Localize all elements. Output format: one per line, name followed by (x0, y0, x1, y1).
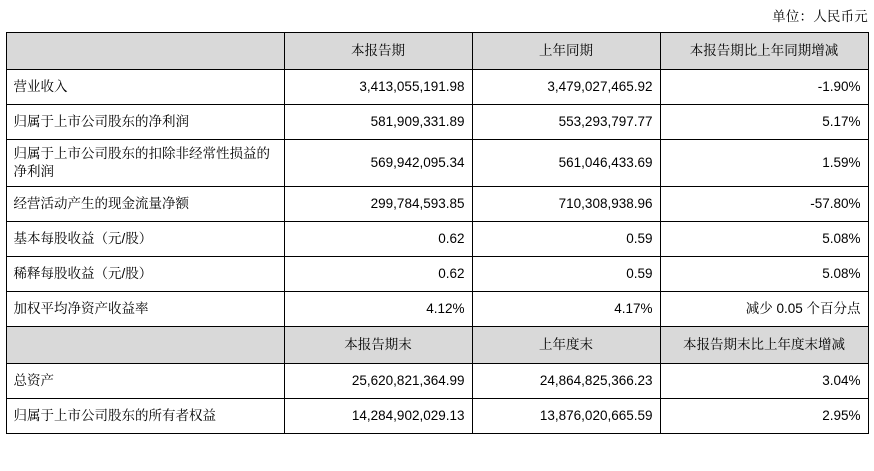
table-header-row-period (6, 33, 868, 70)
table-header-row-balance (6, 326, 868, 363)
row-current-value: 0.62 (284, 221, 472, 256)
row-label: 归属于上市公司股东的扣除非经常性损益的净利润 (6, 140, 284, 187)
row-change-value: -1.90% (660, 70, 868, 105)
row-current-value: 299,784,593.85 (284, 186, 472, 221)
row-previous-value: 24,864,825,366.23 (472, 363, 660, 398)
row-label: 基本每股收益（元/股） (6, 221, 284, 256)
row-previous-value: 3,479,027,465.92 (472, 70, 660, 105)
header-cell-previous-year-end: 上年度末 (472, 326, 660, 363)
row-previous-value: 561,046,433.69 (472, 140, 660, 187)
row-current-value: 25,620,821,364.99 (284, 363, 472, 398)
row-label: 总资产 (6, 363, 284, 398)
financial-summary-table (6, 32, 869, 434)
header-cell-period-end-change: 本报告期末比上年度末增减 (660, 326, 868, 363)
row-change-value: 1.59% (660, 140, 868, 187)
row-label: 归属于上市公司股东的所有者权益 (6, 398, 284, 433)
row-change-value: 减少 0.05 个百分点 (660, 291, 868, 326)
row-label: 稀释每股收益（元/股） (6, 256, 284, 291)
row-change-value: 5.08% (660, 256, 868, 291)
table-row (6, 140, 868, 187)
row-previous-value: 553,293,797.77 (472, 105, 660, 140)
row-current-value: 14,284,902,029.13 (284, 398, 472, 433)
row-change-value: 3.04% (660, 363, 868, 398)
row-label: 归属于上市公司股东的净利润 (6, 105, 284, 140)
header-cell-empty (6, 326, 284, 363)
table-row (6, 363, 868, 398)
table-row (6, 256, 868, 291)
row-previous-value: 0.59 (472, 256, 660, 291)
row-change-value: 2.95% (660, 398, 868, 433)
header-cell-empty (6, 33, 284, 70)
row-change-value: 5.08% (660, 221, 868, 256)
header-cell-period-change: 本报告期比上年同期增减 (660, 33, 868, 70)
row-previous-value: 13,876,020,665.59 (472, 398, 660, 433)
row-current-value: 3,413,055,191.98 (284, 70, 472, 105)
row-current-value: 581,909,331.89 (284, 105, 472, 140)
row-current-value: 4.12% (284, 291, 472, 326)
row-change-value: -57.80% (660, 186, 868, 221)
row-change-value: 5.17% (660, 105, 868, 140)
row-previous-value: 0.59 (472, 221, 660, 256)
row-label: 加权平均净资产收益率 (6, 291, 284, 326)
header-cell-current-period-end: 本报告期末 (284, 326, 472, 363)
table-row (6, 70, 868, 105)
table-row (6, 291, 868, 326)
header-cell-previous-period: 上年同期 (472, 33, 660, 70)
row-previous-value: 4.17% (472, 291, 660, 326)
header-cell-current-period: 本报告期 (284, 33, 472, 70)
table-row (6, 105, 868, 140)
table-row (6, 186, 868, 221)
row-current-value: 0.62 (284, 256, 472, 291)
row-previous-value: 710,308,938.96 (472, 186, 660, 221)
unit-note: 单位：人民币元 (772, 9, 868, 24)
row-current-value: 569,942,095.34 (284, 140, 472, 187)
row-label: 经营活动产生的现金流量净额 (6, 186, 284, 221)
table-row (6, 221, 868, 256)
row-label: 营业收入 (6, 70, 284, 105)
table-row (6, 398, 868, 433)
